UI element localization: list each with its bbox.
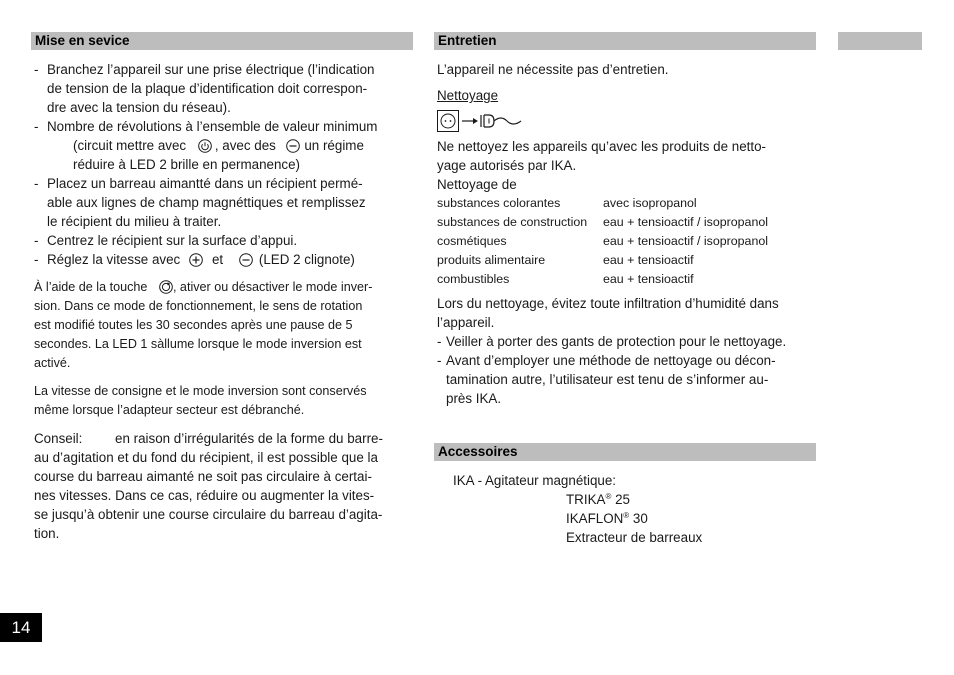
table-row: substances de construction eau + tensioactif / isopropanol	[437, 215, 768, 229]
side-tab-bar	[838, 32, 922, 50]
step-item: - Placez un barreau aimantté dans un récipient permé- able aux lignes de champ magnéttiques et remplissez le récipient du milieu à traiter.	[34, 176, 366, 229]
section-heading-setup: Mise en sevice	[31, 32, 413, 50]
accessories-section	[453, 471, 813, 547]
step-item: - Nombre de révolutions à l’ensemble de valeur minimum (circuit mettre avec , avec des un régime réduire à LED 2 brille en permanence)	[34, 119, 378, 172]
advice-paragraph: Conseil: en raison d’irrégularités de la forme du barre- au d’agitation et du fond du récipient, il est possible que la course du barreau aimanté ne soit pas circulaire à certai- nes vitesses. Dans ce cas, réduire ou augmenter la vites- se jusqu’à obtenir une course circulaire du barreau d’agita- tion.	[34, 431, 383, 541]
table-row: combustibles eau + tensioactif	[437, 272, 694, 286]
maintenance-intro: L’appareil ne nécessite pas d’entretien.	[437, 62, 669, 77]
plus-button-icon	[189, 253, 203, 267]
table-row: substances colorantes avec isopropanol	[437, 196, 697, 210]
accessory-item: TRIKA® 25	[566, 492, 630, 507]
step-item: - Centrez le récipient sur la surface d’appui.	[34, 233, 298, 248]
page-number: 14	[0, 613, 42, 642]
minus-button-icon	[286, 139, 300, 153]
accessory-item: Extracteur de barreaux	[566, 530, 703, 545]
cleaning-table-title: Nettoyage de	[437, 177, 517, 192]
step-item: - Réglez la vitesse avec et (LED 2 clignote)	[34, 252, 355, 267]
unplug-icon	[437, 109, 529, 133]
memory-paragraph: La vitesse de consigne et le mode inversion sont conservés même lorsque l’adapteur secteur est débranché.	[34, 384, 367, 417]
power-button-icon	[198, 139, 212, 153]
setup-steps	[34, 60, 412, 269]
advice-label: Conseil:	[34, 431, 83, 446]
maintenance-section	[437, 60, 815, 408]
cleaning-note: Ne nettoyez les appareils qu’avec les produits de netto- yage autorisés par IKA.	[437, 139, 767, 173]
inversion-paragraph: À l’aide de la touche , ativer ou désactiver le mode inver- sion. Dans ce mode de fonctionnement, le sens de rotation est modifié toutes les 30 secondes après une pause de 5 secondes. La LED 1 sàllume lorsque le mode inversion est activé.	[34, 280, 373, 370]
section-heading-accessories: Accessoires	[434, 443, 816, 461]
inversion-button-icon	[159, 280, 173, 294]
minus-button-icon	[239, 253, 253, 267]
cleaning-table	[437, 194, 815, 289]
humidity-note: Lors du nettoyage, évitez toute infiltration d’humidité dans l’appareil.	[437, 296, 779, 330]
section-heading-maintenance: Entretien	[434, 32, 816, 50]
list-item: - Avant d’employer une méthode de nettoyage ou décon- tamination autre, l’utilisateur est tenu de s’informer au- près IKA.	[437, 353, 776, 406]
step-item: - Branchez l’appareil sur une prise électrique (l’indication de tension de la plaque d’identification doit correspon- dre avec la tension du réseau).	[34, 62, 375, 115]
table-row: produits alimentaire eau + tensioactif	[437, 253, 694, 267]
list-item: - Veiller à porter des gants de protection pour le nettoyage.	[437, 334, 787, 349]
accessories-intro: IKA - Agitateur magnétique:	[453, 473, 617, 488]
table-row: cosmétiques eau + tensioactif / isopropanol	[437, 234, 768, 248]
cleaning-title: Nettoyage	[437, 88, 499, 103]
accessory-item: IKAFLON® 30	[566, 511, 648, 526]
